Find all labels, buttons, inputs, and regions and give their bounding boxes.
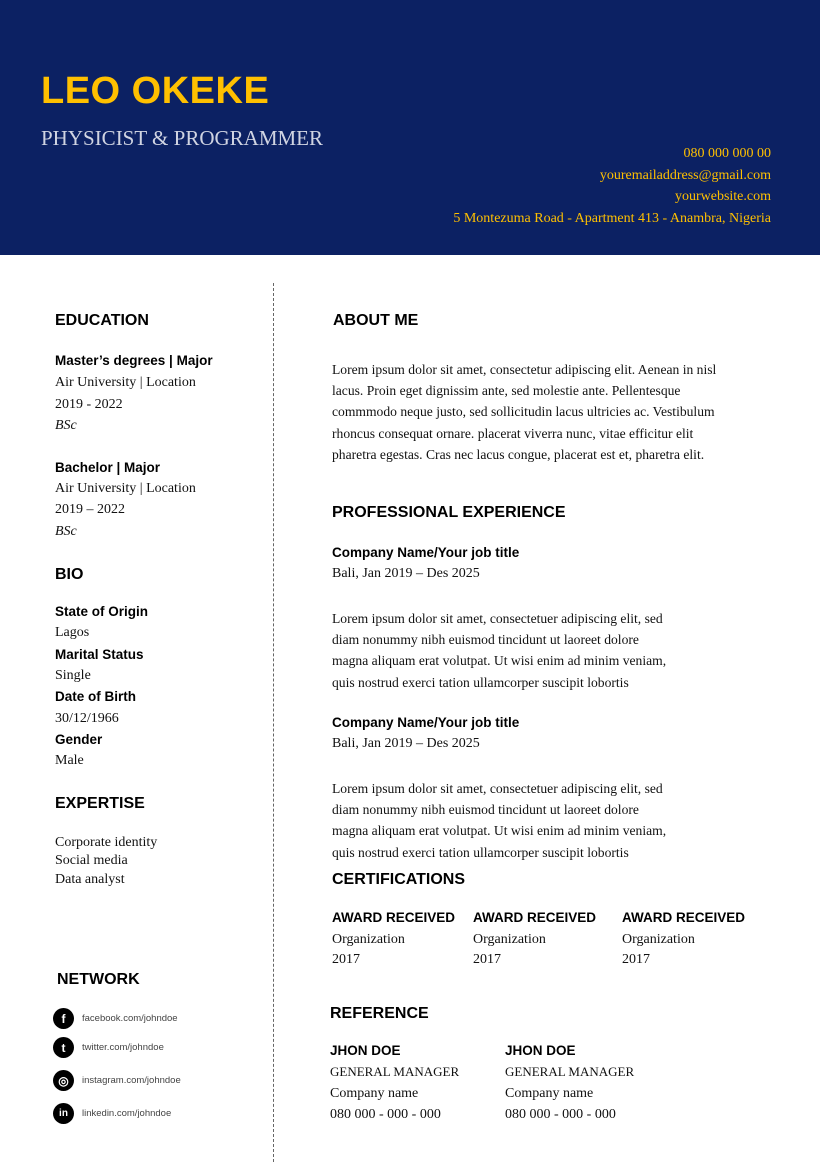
network-link[interactable]: twitter.com/johndoe (82, 1042, 164, 1053)
expertise-item: Corporate identity (55, 835, 158, 850)
expertise-heading: EXPERTISE (55, 795, 145, 812)
network-item-linkedin[interactable] (53, 1103, 171, 1124)
reference-company: Company name (330, 1086, 419, 1101)
about-line: Lorem ipsum dolor sit amet, consectetur adipiscing elit. Aenean in nisl (332, 362, 717, 377)
job-line: Lorem ipsum dolor sit amet, consectetuer adipiscing elit, sed (332, 611, 663, 626)
bio-label: Gender (55, 732, 103, 747)
job-line: magna aliquam erat volutpat. Ut wisi enim ad minim veniam, (332, 823, 667, 839)
reference-company: Company name (505, 1086, 594, 1101)
reference-phone: 080 000 - 000 - 000 (330, 1107, 441, 1122)
education-heading: EDUCATION (55, 312, 149, 329)
reference-heading: REFERENCE (330, 1005, 429, 1022)
award-title: AWARD RECEIVED (473, 910, 597, 925)
bio-value: Male (55, 753, 84, 768)
education-degree: Bachelor | Major (55, 460, 161, 475)
phone-number: 080 000 000 00 (683, 146, 771, 161)
reference-position: GENERAL MANAGER (330, 1064, 460, 1079)
education-degree: Master’s degrees | Major (55, 353, 213, 368)
linkedin-icon: in (53, 1103, 74, 1124)
award-organization: Organization (332, 932, 405, 947)
bio-label: State of Origin (55, 604, 149, 619)
award-title: AWARD RECEIVED (332, 910, 456, 925)
network-item-twitter[interactable] (53, 1037, 164, 1058)
experience-heading: PROFESSIONAL EXPERIENCE (332, 504, 566, 521)
network-link[interactable]: facebook.com/johndoe (82, 1013, 178, 1024)
reference-name: JHON DOE (330, 1043, 401, 1058)
job-title: Company Name/Your job title (332, 715, 520, 730)
column-divider (273, 283, 274, 1162)
person-title: PHYSICIST & PROGRAMMER (41, 126, 324, 150)
website-url: yourwebsite.com (674, 189, 771, 204)
award-year: 2017 (332, 952, 360, 967)
email-address: youremailaddress@gmail.com (599, 167, 771, 183)
job-line: diam nonummy nibh euismod tincidunt ut laoreet dolore (332, 802, 639, 818)
about-paragraph (332, 359, 716, 465)
award-year: 2017 (473, 952, 501, 967)
header-banner (0, 0, 820, 255)
bio-label: Date of Birth (55, 689, 136, 704)
job-title: Company Name/Your job title (332, 545, 520, 560)
network-link[interactable]: instagram.com/johndoe (82, 1075, 181, 1086)
certifications-heading: CERTIFICATIONS (332, 871, 466, 888)
bio-value: Lagos (55, 625, 90, 640)
job-line: quis nostrud exerci tation ullamcorper suscipit lobortis (332, 674, 629, 690)
about-line: rhoncus consequat ornare. placerat viverra nunc, vitae efficitur elit (332, 425, 694, 441)
about-line: pharetra egestas. Cras nec lacus congue, placerat est et, pharetra elit. (332, 446, 705, 462)
facebook-icon: f (53, 1008, 74, 1029)
job-description (332, 778, 666, 863)
job-description (332, 608, 666, 693)
education-school: Air University | Location (55, 375, 196, 390)
about-line: commmodo neque justo, sed sollicitudin lacus ultricies ac. Vestibulum (332, 404, 715, 420)
job-line: quis nostrud exerci tation ullamcorper suscipit lobortis (332, 844, 629, 860)
network-item-facebook[interactable] (53, 1008, 178, 1029)
bio-heading: BIO (55, 566, 84, 583)
education-years: 2019 – 2022 (55, 502, 125, 517)
network-link[interactable]: linkedin.com/johndoe (82, 1108, 172, 1119)
education-years: 2019 - 2022 (55, 397, 123, 412)
job-line: Lorem ipsum dolor sit amet, consectetuer adipiscing elit, sed (332, 781, 663, 796)
reference-phone: 080 000 - 000 - 000 (505, 1107, 616, 1122)
expertise-item: Social media (55, 853, 128, 868)
job-line: magna aliquam erat volutpat. Ut wisi enim ad minim veniam, (332, 653, 667, 669)
person-name: LEO OKEKE (41, 70, 270, 112)
bio-label: Marital Status (55, 647, 144, 662)
award-organization: Organization (473, 932, 546, 947)
job-period: Bali, Jan 2019 – Des 2025 (332, 566, 480, 581)
education-school: Air University | Location (55, 481, 196, 496)
network-item-instagram[interactable] (53, 1070, 181, 1091)
postal-address: 5 Montezuma Road - Apartment 413 - Anambra, Nigeria (453, 210, 771, 226)
reference-name: JHON DOE (505, 1043, 576, 1058)
bio-value: 30/12/1966 (55, 711, 119, 726)
contact-block (453, 143, 771, 229)
instagram-icon: ◎ (53, 1070, 74, 1091)
award-organization: Organization (622, 932, 695, 947)
job-period: Bali, Jan 2019 – Des 2025 (332, 736, 480, 751)
job-line: diam nonummy nibh euismod tincidunt ut laoreet dolore (332, 632, 639, 648)
expertise-item: Data analyst (55, 872, 125, 887)
bio-value: Single (55, 668, 91, 683)
award-year: 2017 (622, 952, 650, 967)
twitter-icon: t (53, 1037, 74, 1058)
network-heading: NETWORK (57, 971, 140, 988)
award-title: AWARD RECEIVED (622, 910, 746, 925)
reference-position: GENERAL MANAGER (505, 1064, 635, 1079)
about-heading: ABOUT ME (333, 312, 419, 329)
education-type: BSc (55, 418, 77, 433)
about-line: lacus. Proin eget dignissim ante, sed molestie ante. Pellentesque (332, 383, 681, 399)
education-type: BSc (55, 524, 77, 539)
